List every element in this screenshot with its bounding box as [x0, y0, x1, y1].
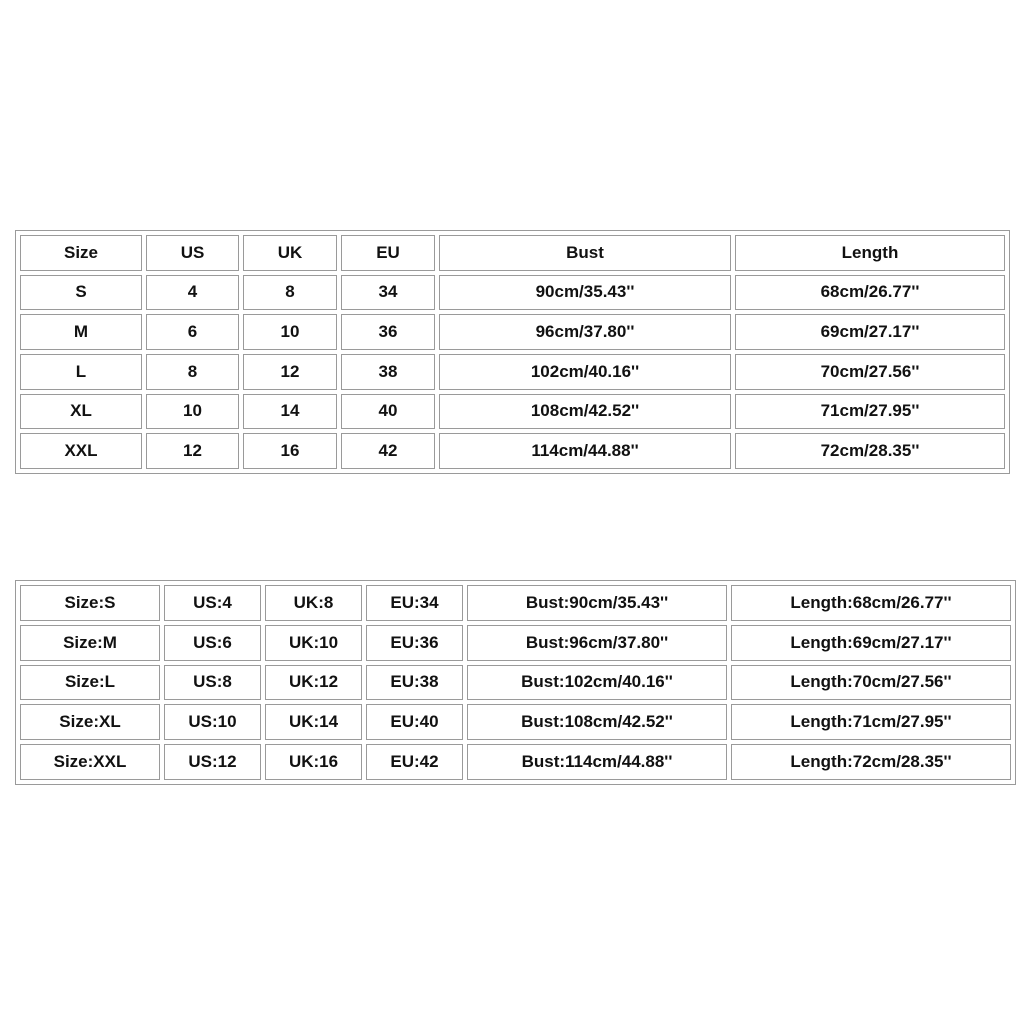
header-uk: UK — [243, 235, 337, 271]
table-header-row — [20, 235, 1005, 271]
bust-cell: Bust:90cm/35.43'' — [467, 585, 727, 621]
bust-cell: Bust:108cm/42.52'' — [467, 704, 727, 740]
table-row — [20, 433, 1005, 469]
us-cell: US:6 — [164, 625, 261, 661]
uk-cell: 10 — [243, 314, 337, 350]
us-cell: 10 — [146, 394, 239, 430]
length-cell: Length:71cm/27.95'' — [731, 704, 1011, 740]
bust-cell: Bust:102cm/40.16'' — [467, 665, 727, 701]
bust-cell: 90cm/35.43'' — [439, 275, 731, 311]
size-cell: XXL — [20, 433, 142, 469]
header-us: US — [146, 235, 239, 271]
uk-cell: 14 — [243, 394, 337, 430]
length-cell: Length:69cm/27.17'' — [731, 625, 1011, 661]
size-cell: Size:XL — [20, 704, 160, 740]
table-row — [20, 665, 1011, 701]
size-chart-table — [15, 230, 1010, 474]
length-cell: 72cm/28.35'' — [735, 433, 1005, 469]
header-eu: EU — [341, 235, 435, 271]
length-cell: Length:70cm/27.56'' — [731, 665, 1011, 701]
length-cell: 70cm/27.56'' — [735, 354, 1005, 390]
us-cell: 8 — [146, 354, 239, 390]
bust-cell: 108cm/42.52'' — [439, 394, 731, 430]
us-cell: US:12 — [164, 744, 261, 780]
table-row — [20, 744, 1011, 780]
uk-cell: 16 — [243, 433, 337, 469]
uk-cell: UK:12 — [265, 665, 362, 701]
us-cell: 12 — [146, 433, 239, 469]
size-cell: XL — [20, 394, 142, 430]
table-row — [20, 585, 1011, 621]
table-row — [20, 704, 1011, 740]
eu-cell: EU:40 — [366, 704, 463, 740]
bust-cell: Bust:96cm/37.80'' — [467, 625, 727, 661]
length-cell: Length:72cm/28.35'' — [731, 744, 1011, 780]
table-row — [20, 314, 1005, 350]
bust-cell: 102cm/40.16'' — [439, 354, 731, 390]
uk-cell: UK:8 — [265, 585, 362, 621]
uk-cell: UK:14 — [265, 704, 362, 740]
eu-cell: 40 — [341, 394, 435, 430]
length-cell: Length:68cm/26.77'' — [731, 585, 1011, 621]
size-cell: Size:M — [20, 625, 160, 661]
header-bust: Bust — [439, 235, 731, 271]
size-cell: Size:XXL — [20, 744, 160, 780]
table-row — [20, 354, 1005, 390]
header-length: Length — [735, 235, 1005, 271]
header-size: Size — [20, 235, 142, 271]
size-cell: Size:S — [20, 585, 160, 621]
eu-cell: 38 — [341, 354, 435, 390]
table-row — [20, 394, 1005, 430]
eu-cell: EU:36 — [366, 625, 463, 661]
eu-cell: 34 — [341, 275, 435, 311]
uk-cell: UK:16 — [265, 744, 362, 780]
bust-cell: Bust:114cm/44.88'' — [467, 744, 727, 780]
us-cell: 4 — [146, 275, 239, 311]
bust-cell: 114cm/44.88'' — [439, 433, 731, 469]
length-cell: 71cm/27.95'' — [735, 394, 1005, 430]
uk-cell: 8 — [243, 275, 337, 311]
uk-cell: 12 — [243, 354, 337, 390]
size-chart-labeled-table — [15, 580, 1016, 785]
uk-cell: UK:10 — [265, 625, 362, 661]
us-cell: US:8 — [164, 665, 261, 701]
eu-cell: 36 — [341, 314, 435, 350]
eu-cell: 42 — [341, 433, 435, 469]
table-row — [20, 275, 1005, 311]
length-cell: 69cm/27.17'' — [735, 314, 1005, 350]
length-cell: 68cm/26.77'' — [735, 275, 1005, 311]
us-cell: US:4 — [164, 585, 261, 621]
size-cell: Size:L — [20, 665, 160, 701]
size-cell: M — [20, 314, 142, 350]
bust-cell: 96cm/37.80'' — [439, 314, 731, 350]
table-row — [20, 625, 1011, 661]
size-cell: S — [20, 275, 142, 311]
eu-cell: EU:38 — [366, 665, 463, 701]
eu-cell: EU:34 — [366, 585, 463, 621]
size-cell: L — [20, 354, 142, 390]
eu-cell: EU:42 — [366, 744, 463, 780]
us-cell: 6 — [146, 314, 239, 350]
us-cell: US:10 — [164, 704, 261, 740]
